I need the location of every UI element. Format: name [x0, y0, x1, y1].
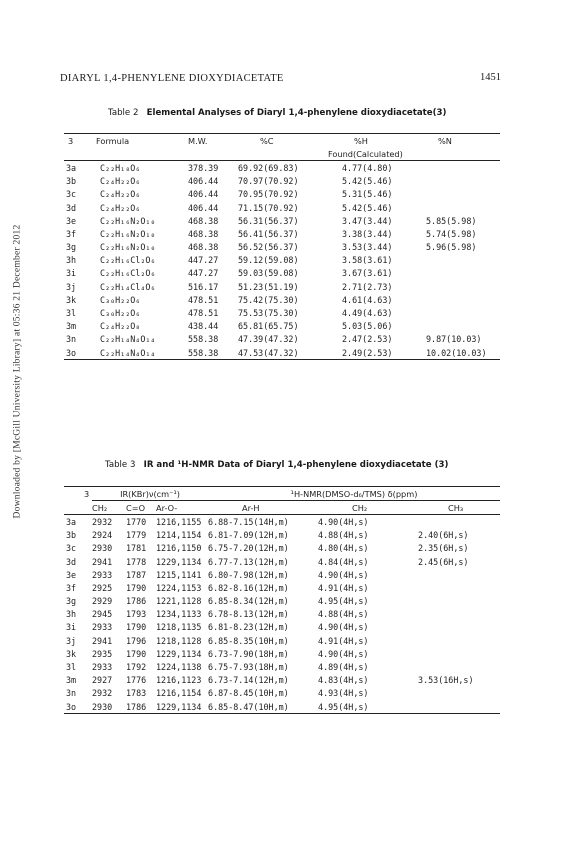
table3-caption	[105, 460, 448, 470]
table-cell: 468.38	[188, 215, 219, 226]
table-cell: 3b	[66, 176, 77, 187]
table-cell: C₂₂H₁₆N₂O₁₀	[100, 228, 156, 239]
table-cell	[422, 201, 500, 214]
table-cell: 447.27	[188, 268, 219, 279]
table-cell: 3.38(3.44)	[342, 228, 393, 239]
table-cell: 3i	[66, 268, 77, 279]
table-row	[64, 581, 500, 594]
table-cell	[404, 647, 500, 660]
table-cell: 3e	[66, 569, 77, 580]
table-cell: 1221,1128	[156, 596, 202, 607]
table-cell: C₂₂H₁₆Cl₂O₆	[100, 255, 156, 266]
table-cell: 3c	[66, 543, 77, 554]
table-cell: 1783	[126, 688, 147, 699]
table-cell: C₂₂H₁₈O₆	[100, 162, 141, 173]
table-cell: 1215,1141	[156, 569, 202, 580]
table-cell: C₃₀H₂₂O₆	[100, 308, 141, 319]
table-cell: 478.51	[188, 294, 219, 305]
table-cell: 5.03(5.06)	[342, 321, 393, 332]
table-cell: 4.91(4H,s)	[318, 582, 369, 593]
table-cell: 3c	[66, 189, 77, 200]
table-cell: 516.17	[188, 281, 219, 292]
table-cell: 10.02(10.03)	[422, 346, 500, 360]
table-cell: 1224,1138	[156, 662, 202, 673]
table-row	[64, 568, 500, 581]
table-cell: 2.49(2.53)	[328, 346, 422, 360]
table-cell: 1793	[126, 609, 147, 620]
table-cell: 4.88(4H,s)	[318, 530, 369, 541]
table-cell: 5.42(5.46)	[342, 176, 393, 187]
table-cell: 438.44	[188, 321, 219, 332]
table-cell: 6.73-7.90(18H,m)	[208, 648, 289, 659]
table-cell	[404, 687, 500, 700]
table3-group-header-row	[64, 487, 500, 501]
table-row	[64, 674, 500, 687]
table-cell	[422, 267, 500, 280]
table-cell: 3.67(3.61)	[342, 268, 393, 279]
table3-subheader-arh: Ar-H	[208, 501, 314, 515]
table-cell: 2933	[92, 622, 113, 633]
table-cell: 6.78-8.13(12H,m)	[208, 609, 289, 620]
table-cell: 558.38	[188, 334, 219, 345]
table-cell: 478.51	[188, 308, 219, 319]
table-cell: 4.83(4H,s)	[318, 675, 369, 686]
table3-subheader-co: C=O	[126, 501, 156, 515]
table-cell: 75.42(75.30)	[238, 294, 299, 305]
table3-caption-label: Table 3	[105, 460, 136, 470]
table-cell: 5.85(5.98)	[426, 215, 477, 226]
table-cell	[404, 608, 500, 621]
table-row	[64, 634, 500, 647]
table-row	[64, 660, 500, 673]
table2-caption	[108, 108, 446, 118]
table-cell: 2.35(6H,s)	[418, 543, 469, 554]
table-cell: 1218,1128	[156, 635, 202, 646]
table-cell: 70.97(70.92)	[238, 176, 299, 187]
table-cell: 2927	[92, 675, 113, 686]
table-row	[64, 333, 500, 346]
table-cell: 3m	[66, 321, 77, 332]
table-row	[64, 293, 500, 306]
table-cell: 1216,1155	[156, 516, 202, 527]
table-row	[64, 227, 500, 240]
table-row	[64, 280, 500, 293]
download-watermark: Downloaded by [McGill University Library] at 05:36 21 December 2012	[11, 224, 23, 519]
table-cell: 468.38	[188, 228, 219, 239]
table3-header-compound: 3	[84, 488, 90, 499]
table2-header-row	[64, 134, 500, 148]
table2-header-c: %C	[260, 135, 274, 146]
table-cell: C₂₂H₁₄N₄O₁₄	[96, 346, 188, 360]
table-cell: 2933	[92, 662, 113, 673]
table-cell: 6.81-8.23(12H,m)	[208, 622, 289, 633]
table-cell: 3n	[66, 688, 77, 699]
table-cell: 6.81-7.09(12H,m)	[208, 530, 289, 541]
table-cell: 3b	[66, 530, 77, 541]
table-cell: 3h	[66, 609, 77, 620]
page-number: 1451	[480, 72, 501, 83]
table-cell: 65.81(65.75)	[238, 321, 299, 332]
table-cell	[422, 280, 500, 293]
table-cell: 59.12(59.08)	[238, 255, 299, 266]
table-cell: 447.27	[188, 255, 219, 266]
table-cell: 1781	[126, 543, 147, 554]
table-cell: 6.73-7.14(12H,m)	[208, 675, 289, 686]
table-cell: 3j	[66, 281, 77, 292]
table-cell	[422, 254, 500, 267]
table-cell: 1792	[126, 662, 147, 673]
table-cell	[404, 515, 500, 529]
table-cell: 3d	[66, 556, 77, 567]
table-cell: 4.90(4H,s)	[318, 648, 369, 659]
table-cell: 2929	[92, 596, 113, 607]
table2-subheader-found: Found(Calculated)	[328, 147, 422, 161]
table-cell: 1218,1135	[156, 622, 202, 633]
table-cell: 558.38	[188, 346, 234, 360]
table-cell: 3.47(3.44)	[342, 215, 393, 226]
table-cell: 6.88-7.15(14H,m)	[208, 516, 289, 527]
table-cell: 1229,1134	[156, 700, 208, 714]
table-cell: 2932	[92, 516, 113, 527]
table-cell: C₂₂H₁₄Cl₄O₆	[100, 281, 156, 292]
table-cell: 4.90(4H,s)	[318, 516, 369, 527]
table-cell: 6.82-8.16(12H,m)	[208, 582, 289, 593]
table-cell: 1790	[126, 582, 147, 593]
table-cell: 1216,1150	[156, 543, 202, 554]
table-cell: 6.75-7.93(18H,m)	[208, 662, 289, 673]
table-cell: 3g	[66, 242, 77, 253]
table-row	[64, 542, 500, 555]
table-cell: 3g	[66, 596, 77, 607]
table-cell: 2924	[92, 530, 113, 541]
table-cell: 75.53(75.30)	[238, 308, 299, 319]
table-cell: C₂₄H₂₂O₆	[100, 202, 141, 213]
table-cell: 6.75-7.20(12H,m)	[208, 543, 289, 554]
table-cell: 2.40(6H,s)	[418, 530, 469, 541]
table-cell: 47.39(47.32)	[238, 334, 299, 345]
table-row	[64, 555, 500, 568]
table3-subheader-aro: Ar-O-	[156, 501, 208, 515]
table-cell: 4.49(4.63)	[342, 308, 393, 319]
table2-subheader-row	[64, 147, 500, 161]
table-cell: 9.87(10.03)	[426, 334, 482, 345]
table-cell: C₂₄H₂₂O₆	[100, 176, 141, 187]
table-cell: 2.71(2.73)	[342, 281, 393, 292]
table3-header-ir: IR(KBr)ν(cm⁻¹)	[92, 487, 208, 501]
table-row	[64, 201, 500, 214]
table-cell	[422, 161, 500, 175]
table-cell: 71.15(70.92)	[238, 202, 299, 213]
table-cell: 1216,1123	[156, 675, 202, 686]
table-row	[64, 515, 500, 529]
table-cell: 1234,1133	[156, 609, 202, 620]
table-cell: 3a	[66, 162, 77, 173]
table-cell: 3.58(3.61)	[342, 255, 393, 266]
table-cell	[404, 660, 500, 673]
table-cell: 2933	[92, 569, 113, 580]
table-cell: 51.23(51.19)	[238, 281, 299, 292]
table-cell: 406.44	[188, 189, 219, 200]
table-cell: 1229,1134	[156, 556, 202, 567]
table-cell: 1770	[126, 516, 147, 527]
table-cell: 2941	[92, 556, 113, 567]
table-cell: 1786	[126, 700, 156, 714]
table-cell: 3o	[64, 346, 96, 360]
table-row	[64, 306, 500, 319]
table-cell: 3n	[66, 334, 77, 345]
table-cell: 2930	[92, 543, 113, 554]
table-cell: 6.80-7.98(12H,m)	[208, 569, 289, 580]
table-cell: 3j	[66, 635, 77, 646]
table-cell: 2945	[92, 609, 113, 620]
table-row	[64, 346, 500, 360]
table-row	[64, 320, 500, 333]
table-cell: 1224,1153	[156, 582, 202, 593]
table-cell: 4.88(4H,s)	[318, 609, 369, 620]
table-cell: 56.31(56.37)	[238, 215, 299, 226]
table-cell	[422, 175, 500, 188]
table-cell: 378.39	[188, 162, 219, 173]
table-cell	[404, 581, 500, 594]
table-cell: 2.45(6H,s)	[418, 556, 469, 567]
table-cell: C₂₂H₁₆Cl₂O₆	[100, 268, 156, 279]
table-cell: 1779	[126, 530, 147, 541]
table-cell: 4.77(4.80)	[342, 162, 393, 173]
table-cell: 2.47(2.53)	[342, 334, 393, 345]
table-cell: 3i	[66, 622, 77, 633]
table-cell: 1790	[126, 622, 147, 633]
table2-caption-title: Elemental Analyses of Diaryl 1,4-phenylene dioxydiacetate(3)	[146, 108, 447, 118]
table-cell: 4.93(4H,s)	[318, 688, 369, 699]
table-cell: 6.85-8.35(10H,m)	[208, 635, 289, 646]
table-row	[64, 267, 500, 280]
table-cell: 4.80(4H,s)	[318, 543, 369, 554]
table-cell: 3f	[66, 228, 77, 239]
table-cell: 3l	[66, 308, 77, 319]
table-row	[64, 214, 500, 227]
table-cell: 4.95(4H,s)	[314, 700, 404, 714]
table-row	[64, 175, 500, 188]
table-cell: 1796	[126, 635, 147, 646]
table-cell: 2930	[92, 700, 126, 714]
table3-subheader-ch2-nmr: CH₂	[314, 501, 404, 515]
table-cell: 1786	[126, 596, 147, 607]
table-cell: 3h	[66, 255, 77, 266]
table-cell: C₂₂H₁₄N₄O₁₄	[100, 334, 156, 345]
table-row	[64, 647, 500, 660]
table-cell: 6.77-7.13(12H,m)	[208, 556, 289, 567]
table-cell: 1216,1154	[156, 688, 202, 699]
table-cell: 70.95(70.92)	[238, 189, 299, 200]
table-cell: 2925	[92, 582, 113, 593]
table-cell: 5.42(5.46)	[342, 202, 393, 213]
table-cell	[422, 293, 500, 306]
table-cell: 2932	[92, 688, 113, 699]
table-cell: 4.90(4H,s)	[318, 569, 369, 580]
table-cell	[404, 568, 500, 581]
table-cell: 3o	[64, 700, 92, 714]
table-cell	[404, 700, 500, 714]
table-cell: 1214,1154	[156, 530, 202, 541]
table2-header-formula: Formula	[96, 135, 130, 146]
running-head: DIARYL 1,4-PHENYLENE DIOXYDIACETATE	[60, 73, 284, 84]
table-cell	[422, 306, 500, 319]
table-cell: 406.44	[188, 202, 219, 213]
table-row	[64, 241, 500, 254]
table-cell: 1787	[126, 569, 147, 580]
table-cell: 1790	[126, 648, 147, 659]
table2-caption-label: Table 2	[108, 108, 139, 118]
table-cell: 2941	[92, 635, 113, 646]
table-cell	[422, 188, 500, 201]
table-row	[64, 621, 500, 634]
table-cell: 4.89(4H,s)	[318, 662, 369, 673]
table-cell: C₂₄H₂₂O₆	[100, 189, 141, 200]
table-row	[64, 700, 500, 714]
table-cell: 3k	[66, 294, 77, 305]
table-row	[64, 595, 500, 608]
table-cell: C₂₄H₂₂O₈	[100, 321, 141, 332]
table-cell	[422, 320, 500, 333]
table-cell: 1778	[126, 556, 147, 567]
table-cell: 4.90(4H,s)	[318, 622, 369, 633]
table-cell: 3l	[66, 662, 77, 673]
table3-subheader-ch2-ir: CH₂	[92, 501, 126, 515]
table3-ir-nmr-data	[64, 486, 500, 714]
table3-subheader-ch3: CH₃	[404, 501, 500, 515]
table-cell: 3a	[66, 516, 77, 527]
table-cell: 3.53(3.44)	[342, 242, 393, 253]
table2-elemental-analyses	[64, 133, 500, 360]
table-cell: 468.38	[188, 242, 219, 253]
table-cell: 2935	[92, 648, 113, 659]
table-cell: 56.41(56.37)	[238, 228, 299, 239]
table-cell	[404, 621, 500, 634]
table-row	[64, 687, 500, 700]
table2-header-mw: M.W.	[188, 135, 208, 146]
table-cell: 4.84(4H,s)	[318, 556, 369, 567]
table-cell: 3d	[66, 202, 77, 213]
table-cell: 3m	[66, 675, 77, 686]
table-cell: 1776	[126, 675, 147, 686]
table2-header-n: %N	[438, 135, 452, 146]
table-cell: C₂₂H₁₆N₂O₁₀	[100, 215, 156, 226]
table-row	[64, 188, 500, 201]
table-cell: 3k	[66, 648, 77, 659]
table-cell: 47.53(47.32)	[234, 346, 328, 360]
table-cell: 69.92(69.83)	[238, 162, 299, 173]
table-cell: 4.95(4H,s)	[318, 596, 369, 607]
table-cell: 5.96(5.98)	[426, 242, 477, 253]
table3-caption-title: IR and ¹H-NMR Data of Diaryl 1,4-phenylene dioxydiacetate (3)	[143, 460, 449, 470]
table-cell: 56.52(56.37)	[238, 242, 299, 253]
table-cell: 6.85-8.34(12H,m)	[208, 596, 289, 607]
table-cell	[404, 634, 500, 647]
table3-header-nmr: ¹H-NMR(DMSO-d₆/TMS) δ(ppm)	[208, 487, 500, 501]
table-row	[64, 161, 500, 175]
table-cell: C₂₂H₁₆N₂O₁₀	[100, 242, 156, 253]
table2-header-h: %H	[354, 135, 368, 146]
table-cell: 5.74(5.98)	[426, 228, 477, 239]
table-cell: 406.44	[188, 176, 219, 187]
table-cell: 5.31(5.46)	[342, 189, 393, 200]
table2-header-compound: 3	[68, 135, 74, 146]
table-cell: 6.87-8.45(10H,m)	[208, 688, 289, 699]
table-cell: 3f	[66, 582, 77, 593]
table-cell: 4.61(4.63)	[342, 294, 393, 305]
table-cell: 1229,1134	[156, 648, 202, 659]
table-cell	[404, 595, 500, 608]
table-cell: 59.03(59.08)	[238, 268, 299, 279]
table-cell: C₃₀H₂₂O₆	[100, 294, 141, 305]
table-cell: 4.91(4H,s)	[318, 635, 369, 646]
table-cell: 3.53(16H,s)	[418, 675, 474, 686]
table-row	[64, 608, 500, 621]
table-row	[64, 529, 500, 542]
table-row	[64, 254, 500, 267]
table-cell: 6.85-8.47(10H,m)	[208, 700, 314, 714]
table3-subheader-row	[64, 501, 500, 515]
table-cell: 3e	[66, 215, 77, 226]
